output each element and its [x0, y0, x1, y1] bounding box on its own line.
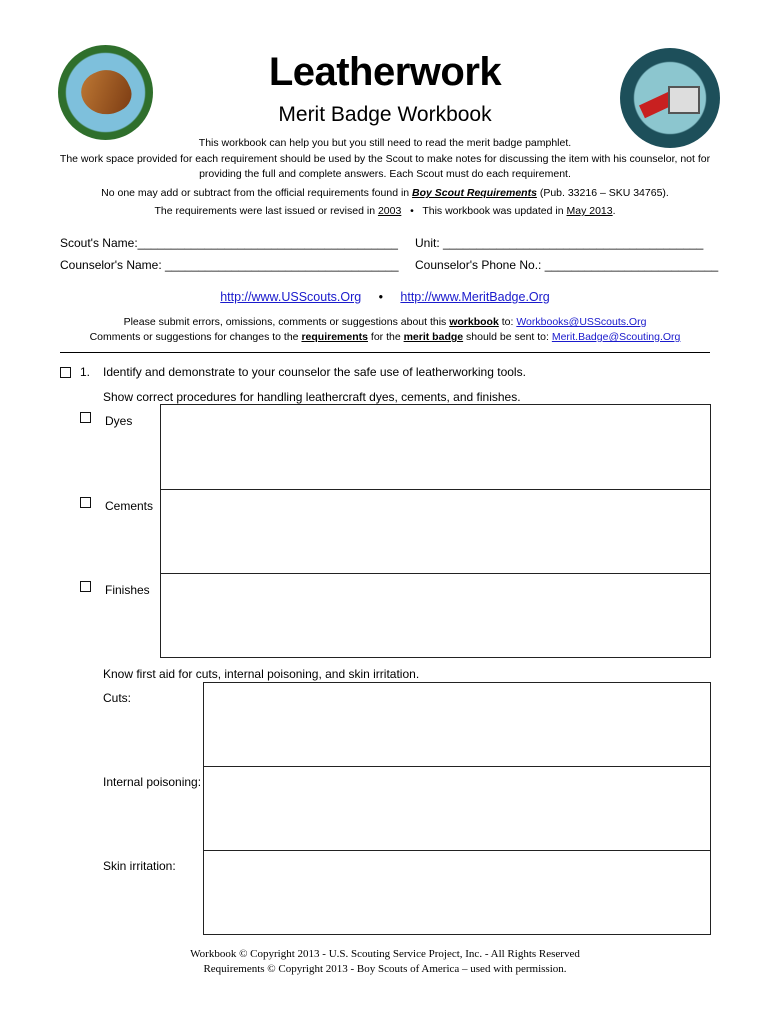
cements-answer-box[interactable]	[160, 489, 711, 574]
updated-date: May 2013	[566, 205, 613, 217]
internal-poisoning-answer-box[interactable]	[203, 766, 711, 851]
finishes-answer-box[interactable]	[160, 573, 711, 658]
cements-label: Cements	[105, 499, 154, 513]
merit-badge-email-link[interactable]: Merit.Badge@Scouting.Org	[551, 331, 681, 343]
skin-irritation-answer-box[interactable]	[203, 850, 711, 935]
scout-name-field[interactable]: Scout's Name:_______________________________________	[60, 236, 398, 250]
counselor-phone-field[interactable]: Counselor's Phone No.: __________________________	[415, 258, 719, 272]
cuts-answer-box[interactable]	[203, 682, 711, 767]
req1-subtext-2: Know first aid for cuts, internal poisoning, and skin irritation.	[103, 667, 420, 681]
revision-line: The requirements were last issued or revised in 2003 • This workbook was updated in May 2013.	[154, 205, 616, 217]
usscouts-link[interactable]: http://www.USScouts.Org	[220, 290, 362, 304]
req1-text: Identify and demonstrate to your counselor the safe use of leatherworking tools.	[103, 365, 526, 379]
workbooks-email-link[interactable]: Workbooks@USScouts.Org	[516, 316, 647, 328]
unit-field[interactable]: Unit: _______________________________________	[415, 236, 704, 250]
internal-poisoning-label: Internal poisoning:	[103, 775, 202, 789]
footer-copyright-1: Workbook © Copyright 2013 - U.S. Scouting Service Project, Inc. - All Rights Reserved	[190, 948, 580, 960]
intro-line-2b: providing the full and complete answers. Each Scout must do each requirement.	[199, 168, 571, 180]
dyes-label: Dyes	[105, 414, 133, 428]
issued-year: 2003	[377, 205, 402, 217]
finishes-label: Finishes	[105, 583, 150, 597]
submit-line-1: Please submit errors, omissions, comments or suggestions about this workbook to: Workbooks@USScouts.Org	[123, 316, 647, 328]
footer-copyright-2: Requirements © Copyright 2013 - Boy Scouts of America – used with permission.	[203, 963, 567, 975]
cements-checkbox[interactable]	[80, 497, 91, 508]
req1-checkbox[interactable]	[60, 367, 71, 378]
intro-line-1: This workbook can help you but you still need to read the merit badge pamphlet.	[198, 137, 572, 149]
website-links: http://www.USScouts.Org • http://www.MeritBadge.Org	[220, 290, 550, 304]
skin-irritation-label: Skin irritation:	[103, 859, 176, 873]
counselor-name-field[interactable]: Counselor's Name: ___________________________________	[60, 258, 399, 272]
cuts-label: Cuts:	[103, 691, 132, 705]
submit-line-2: Comments or suggestions for changes to the requirements for the merit badge should be sent to: Merit.Badge@Scouting.Org	[89, 331, 681, 343]
req1-number: 1.	[80, 365, 91, 379]
intro-line-2a: The work space provided for each requirement should be used by the Scout to make notes for discussing the item with his counselor, not for	[59, 153, 711, 165]
finishes-checkbox[interactable]	[80, 581, 91, 592]
intro-line-3: No one may add or subtract from the official requirements found in Boy Scout Requirements (Pub. 33216 – SKU 34765).	[101, 187, 669, 199]
dyes-answer-box[interactable]	[160, 404, 711, 490]
boy-scout-requirements-link[interactable]: Boy Scout Requirements	[412, 187, 537, 199]
meritbadge-link[interactable]: http://www.MeritBadge.Org	[400, 290, 550, 304]
req1-subtext-1: Show correct procedures for handling leathercraft dyes, cements, and finishes.	[103, 390, 521, 404]
page-title: Leatherwork	[268, 50, 502, 94]
page-subtitle: Merit Badge Workbook	[278, 103, 492, 126]
divider	[60, 352, 710, 353]
dyes-checkbox[interactable]	[80, 412, 91, 423]
